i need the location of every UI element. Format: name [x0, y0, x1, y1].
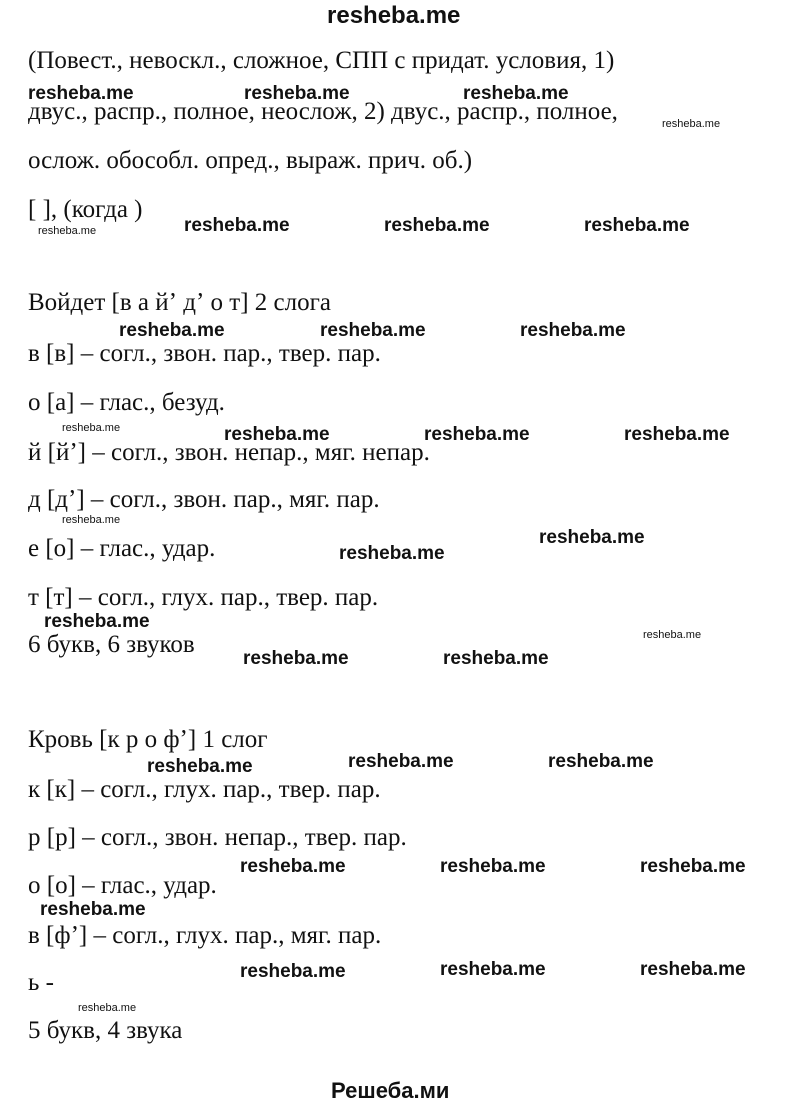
watermark: resheba.me [119, 320, 225, 341]
watermark: resheba.me [243, 648, 349, 669]
word2-summary: 5 букв, 4 звука [28, 1017, 183, 1044]
watermark: resheba.me [539, 527, 645, 548]
analysis-line-2: двус., распр., полное, неослож, 2) двус., распр., полное, [28, 98, 618, 125]
word1-sound-2: о [а] – глас., безуд. [28, 389, 225, 416]
watermark: resheba.me [78, 1002, 137, 1014]
watermark: resheba.me [443, 648, 549, 669]
watermark: resheba.me [320, 320, 426, 341]
watermark: resheba.me [240, 961, 346, 982]
watermark: resheba.me [463, 83, 569, 104]
word1-sound-6: т [т] – согл., глух. пар., твер. пар. [28, 584, 379, 611]
watermark: resheba.me [643, 629, 702, 641]
analysis-line-1: (Повест., невоскл., сложное, СПП с придат. условия, 1) [28, 47, 615, 74]
watermark: resheba.me [28, 83, 134, 104]
word1-sound-1: в [в] – согл., звон. пар., твер. пар. [28, 340, 381, 367]
watermark: resheba.me [440, 959, 546, 980]
footer-brand: Решеба.ми [331, 1078, 450, 1103]
watermark: resheba.me [38, 225, 97, 237]
watermark: resheba.me [384, 215, 490, 236]
word2-sound-3: о [о] – глас., удар. [28, 872, 217, 899]
sentence-scheme: [ ], (когда ) [28, 196, 143, 223]
watermark: resheba.me [640, 856, 746, 877]
watermark: resheba.me [520, 320, 626, 341]
header-watermark: resheba.me [327, 2, 461, 29]
word1-heading: Войдет [в а йʼ дʼ о т] 2 слога [28, 289, 331, 316]
watermark: resheba.me [640, 959, 746, 980]
word2-sound-5: ь - [28, 969, 54, 996]
watermark: resheba.me [62, 514, 121, 526]
watermark: resheba.me [424, 424, 530, 445]
watermark: resheba.me [224, 424, 330, 445]
watermark: resheba.me [624, 424, 730, 445]
watermark: resheba.me [147, 756, 253, 777]
watermark: resheba.me [184, 215, 290, 236]
watermark: resheba.me [339, 543, 445, 564]
watermark: resheba.me [240, 856, 346, 877]
watermark: resheba.me [440, 856, 546, 877]
word2-sound-1: к [к] – согл., глух. пар., твер. пар. [28, 776, 381, 803]
watermark: resheba.me [584, 215, 690, 236]
watermark: resheba.me [662, 118, 721, 130]
analysis-line-3: ослож. обособл. опред., выраж. прич. об.) [28, 147, 473, 174]
watermark: resheba.me [40, 899, 146, 920]
word1-sound-5: е [о] – глас., удар. [28, 535, 216, 562]
word1-sound-3: й [йʼ] – согл., звон. непар., мяг. непар. [28, 439, 430, 466]
word2-sound-4: в [фʼ] – согл., глух. пар., мяг. пар. [28, 922, 382, 949]
watermark: resheba.me [62, 422, 121, 434]
word1-summary: 6 букв, 6 звуков [28, 631, 195, 658]
watermark: resheba.me [348, 751, 454, 772]
watermark: resheba.me [548, 751, 654, 772]
word2-heading: Кровь [к р о фʼ] 1 слог [28, 726, 268, 753]
watermark: resheba.me [244, 83, 350, 104]
word1-sound-4: д [дʼ] – согл., звон. пар., мяг. пар. [28, 486, 380, 513]
word2-sound-2: р [р] – согл., звон. непар., твер. пар. [28, 824, 407, 851]
watermark: resheba.me [44, 611, 150, 632]
